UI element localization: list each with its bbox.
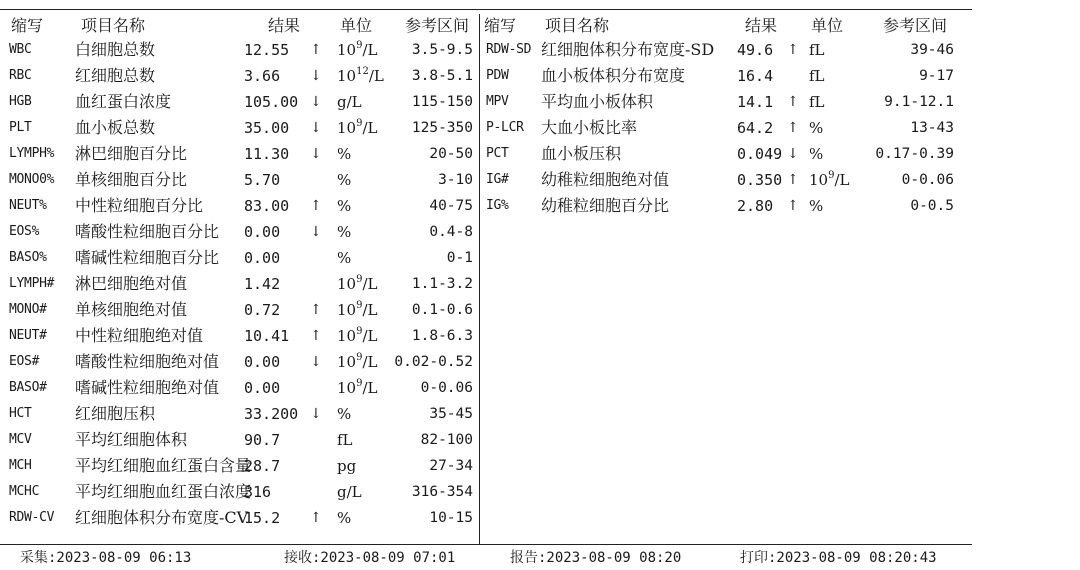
table-row (0, 141, 1080, 167)
item-name: 嗜酸性粒细胞绝对值 (75, 352, 220, 371)
unit-base: % (337, 405, 352, 423)
unit-base: 10 (337, 379, 357, 397)
reference-range: 20-50 (429, 146, 473, 162)
reference-range: 0-1 (446, 250, 473, 266)
result-value: 33.200 (244, 405, 299, 423)
item-code: IG# (486, 172, 509, 187)
report-top-rule (0, 9, 972, 10)
result-flag: ↓ (310, 406, 322, 422)
unit-tail: /L (368, 67, 384, 85)
item-name: 单核细胞百分比 (75, 170, 188, 189)
item-name: 血小板体积分布宽度 (541, 66, 686, 85)
unit-exponent: 9 (356, 40, 363, 51)
unit-exponent: 9 (356, 118, 363, 129)
result-flag: ↑ (310, 328, 322, 344)
print-time: 打印:2023-08-09 08:20:43 (740, 550, 937, 566)
item-name: 嗜碱性粒细胞绝对值 (75, 378, 220, 397)
item-name: 平均红细胞血红蛋白浓度 (75, 482, 252, 501)
unit (337, 349, 377, 375)
unit (809, 37, 825, 63)
result-flag: ↓ (310, 94, 322, 110)
item-code: RDW-SD (486, 42, 532, 57)
item-code: MCV (9, 432, 32, 447)
item-name: 幼稚粒细胞绝对值 (541, 170, 670, 189)
item-name: 嗜碱性粒细胞百分比 (75, 248, 220, 267)
unit-base: g/L (337, 483, 362, 501)
header-unit: 单位 (811, 16, 844, 35)
result-value: 90.7 (244, 431, 281, 449)
reference-range: 125-350 (411, 120, 473, 136)
reference-range: 9-17 (919, 68, 954, 84)
unit (809, 63, 825, 89)
reference-range: 13-43 (910, 120, 954, 136)
result-value: 49.6 (737, 41, 774, 59)
result-value: 5.70 (244, 171, 281, 189)
item-name: 嗜酸性粒细胞百分比 (75, 222, 220, 241)
unit (337, 453, 356, 479)
unit (337, 271, 377, 297)
unit (337, 297, 377, 323)
result-flag: ↓ (310, 146, 322, 162)
unit (337, 375, 377, 401)
header-unit: 单位 (340, 16, 373, 35)
result-value: 15.2 (244, 509, 281, 527)
reference-range: 9.1-12.1 (884, 94, 954, 110)
table-row (0, 505, 1080, 531)
item-code: LYMPH# (9, 276, 55, 291)
result-value: 0.049 (737, 145, 783, 163)
item-name: 中性粒细胞百分比 (75, 196, 204, 215)
unit-base: fL (809, 41, 825, 59)
unit-base: % (809, 145, 824, 163)
unit (809, 89, 825, 115)
item-code: PLT (9, 120, 32, 135)
table-row (0, 219, 1080, 245)
reference-range: 40-75 (429, 198, 473, 214)
result-value: 0.350 (737, 171, 783, 189)
table-row (0, 349, 1080, 375)
unit-exponent: 9 (356, 326, 363, 337)
reference-range: 3.5-9.5 (411, 42, 473, 58)
unit-base: 10 (337, 327, 357, 345)
item-code: MCHC (9, 484, 40, 499)
unit (337, 245, 351, 271)
unit-base: % (337, 249, 352, 267)
result-flag: ↑ (787, 120, 799, 136)
unit-base: 10 (337, 275, 357, 293)
result-value: 0.00 (244, 353, 281, 371)
header-result: 结果 (745, 16, 778, 35)
table-row (0, 245, 1080, 271)
reference-range: 3-10 (438, 172, 473, 188)
unit-tail: /L (362, 119, 378, 137)
item-name: 平均血小板体积 (541, 92, 654, 111)
table-row (0, 167, 1080, 193)
unit-base: pg (337, 457, 357, 475)
unit-base: fL (809, 67, 825, 85)
item-code: NEUT# (9, 328, 47, 343)
result-value: 3.66 (244, 67, 281, 85)
item-code: NEUT% (9, 198, 47, 213)
item-code: MCH (9, 458, 32, 473)
unit-base: % (337, 223, 352, 241)
table-row (0, 37, 1080, 63)
result-flag: ↓ (787, 146, 799, 162)
result-flag: ↑ (310, 198, 322, 214)
reference-range: 0-0.5 (910, 198, 954, 214)
reference-range: 115-150 (411, 94, 473, 110)
reference-range: 82-100 (420, 432, 473, 448)
table-row (0, 271, 1080, 297)
unit-exponent: 12 (356, 66, 369, 77)
result-flag: ↑ (787, 198, 799, 214)
report-bottom-rule (0, 544, 972, 545)
unit (809, 167, 849, 193)
item-name: 淋巴细胞百分比 (75, 144, 188, 163)
result-flag: ↓ (310, 224, 322, 240)
result-value: 0.72 (244, 301, 281, 319)
item-name: 红细胞压积 (75, 404, 156, 423)
header-ref: 参考区间 (405, 16, 470, 35)
result-value: 10.41 (244, 327, 290, 345)
unit-base: 10 (337, 301, 357, 319)
result-flag: ↓ (310, 120, 322, 136)
unit-base: 10 (337, 119, 357, 137)
item-name: 大血小板比率 (541, 118, 638, 137)
unit-base: % (337, 197, 352, 215)
unit-exponent: 9 (356, 274, 363, 285)
item-name: 淋巴细胞绝对值 (75, 274, 188, 293)
table-row (0, 453, 1080, 479)
reference-range: 0-0.06 (901, 172, 954, 188)
table-row (0, 479, 1080, 505)
header-code: 缩写 (484, 16, 517, 35)
result-flag: ↑ (310, 510, 322, 526)
reference-range: 0.17-0.39 (875, 146, 954, 162)
item-name: 血小板总数 (75, 118, 156, 137)
unit-base: % (809, 197, 824, 215)
unit-tail: /L (362, 41, 378, 59)
reference-range: 27-34 (429, 458, 473, 474)
report-time: 报告:2023-08-09 08:20 (510, 550, 682, 566)
result-flag: ↓ (310, 354, 322, 370)
result-flag: ↑ (787, 172, 799, 188)
item-code: MONO0% (9, 172, 55, 187)
item-name: 红细胞体积分布宽度-CV (75, 508, 249, 527)
header-code: 缩写 (11, 16, 44, 35)
item-code: PDW (486, 68, 509, 83)
collect-time: 采集:2023-08-09 06:13 (20, 550, 192, 566)
item-code: MONO# (9, 302, 47, 317)
unit-base: 10 (337, 353, 357, 371)
reference-range: 0.1-0.6 (411, 302, 473, 318)
item-code: BASO# (9, 380, 47, 395)
item-code: MPV (486, 94, 509, 109)
unit-base: % (809, 119, 824, 137)
item-code: WBC (9, 42, 32, 57)
unit-base: 10 (337, 41, 357, 59)
header-name: 项目名称 (545, 16, 610, 35)
result-flag: ↑ (310, 302, 322, 318)
result-value: 35.00 (244, 119, 290, 137)
result-value: 28.7 (244, 457, 281, 475)
reference-range: 1.1-3.2 (411, 276, 473, 292)
unit-tail: /L (834, 171, 850, 189)
reference-range: 35-45 (429, 406, 473, 422)
result-value: 0.00 (244, 249, 281, 267)
table-row (0, 427, 1080, 453)
reference-range: 3.8-5.1 (411, 68, 473, 84)
table-row (0, 297, 1080, 323)
item-code: BASO% (9, 250, 47, 265)
item-code: RDW-CV (9, 510, 55, 525)
item-name: 血红蛋白浓度 (75, 92, 172, 111)
unit-exponent: 9 (356, 378, 363, 389)
header-name: 项目名称 (81, 16, 146, 35)
result-value: 83.00 (244, 197, 290, 215)
unit (809, 141, 823, 167)
unit-base: g/L (337, 93, 362, 111)
unit-tail: /L (362, 353, 378, 371)
item-code: IG% (486, 198, 509, 213)
unit (809, 115, 823, 141)
unit-exponent: 9 (828, 170, 835, 181)
unit (337, 427, 353, 453)
item-code: HGB (9, 94, 32, 109)
item-name: 白细胞总数 (75, 40, 156, 59)
unit-base: % (337, 171, 352, 189)
unit-base: fL (809, 93, 825, 111)
item-name: 红细胞总数 (75, 66, 156, 85)
unit (809, 193, 823, 219)
table-row (0, 89, 1080, 115)
result-value: 105.00 (244, 93, 299, 111)
unit (337, 219, 351, 245)
unit-base: % (337, 509, 352, 527)
unit-exponent: 9 (356, 300, 363, 311)
unit-base: % (337, 145, 352, 163)
unit-tail: /L (362, 301, 378, 319)
unit-tail: /L (362, 327, 378, 345)
unit-exponent: 9 (356, 352, 363, 363)
item-code: LYMPH% (9, 146, 55, 161)
item-name: 平均红细胞体积 (75, 430, 188, 449)
item-name: 血小板压积 (541, 144, 622, 163)
item-code: HCT (9, 406, 32, 421)
table-row (0, 375, 1080, 401)
unit-base: 10 (337, 67, 357, 85)
item-name: 红细胞体积分布宽度-SD (541, 40, 715, 59)
reference-range: 39-46 (910, 42, 954, 58)
reference-range: 0.4-8 (429, 224, 473, 240)
reference-range: 0-0.06 (420, 380, 473, 396)
result-flag: ↑ (787, 42, 799, 58)
reference-range: 10-15 (429, 510, 473, 526)
item-code: PCT (486, 146, 509, 161)
item-code: P-LCR (486, 120, 524, 135)
result-flag: ↑ (310, 42, 322, 58)
reference-range: 0.02-0.52 (394, 354, 473, 370)
table-row (0, 323, 1080, 349)
item-code: EOS% (9, 224, 40, 239)
result-value: 11.30 (244, 145, 290, 163)
result-value: 64.2 (737, 119, 774, 137)
item-name: 单核细胞绝对值 (75, 300, 188, 319)
result-value: 12.55 (244, 41, 290, 59)
table-row (0, 193, 1080, 219)
unit-base: fL (337, 431, 353, 449)
result-value: 14.1 (737, 93, 774, 111)
unit-tail: /L (362, 379, 378, 397)
item-name: 中性粒细胞绝对值 (75, 326, 204, 345)
result-flag: ↑ (787, 94, 799, 110)
unit-base: 10 (809, 171, 829, 189)
table-row (0, 115, 1080, 141)
result-value: 1.42 (244, 275, 281, 293)
item-name: 平均红细胞血红蛋白含量 (75, 456, 252, 475)
table-row (0, 63, 1080, 89)
result-flag: ↓ (310, 68, 322, 84)
result-value: 2.80 (737, 197, 774, 215)
reference-range: 316-354 (411, 484, 473, 500)
table-row (0, 401, 1080, 427)
item-code: RBC (9, 68, 32, 83)
item-code: EOS# (9, 354, 40, 369)
result-value: 316 (244, 483, 272, 501)
reference-range: 1.8-6.3 (411, 328, 473, 344)
result-value: 0.00 (244, 223, 281, 241)
result-value: 0.00 (244, 379, 281, 397)
header-result: 结果 (268, 16, 301, 35)
unit (337, 479, 362, 505)
item-name: 幼稚粒细胞百分比 (541, 196, 670, 215)
result-value: 16.4 (737, 67, 774, 85)
unit (337, 401, 351, 427)
unit (337, 323, 377, 349)
unit-tail: /L (362, 275, 378, 293)
receive-time: 接收:2023-08-09 07:01 (284, 550, 456, 566)
header-ref: 参考区间 (883, 16, 948, 35)
unit (337, 505, 351, 531)
